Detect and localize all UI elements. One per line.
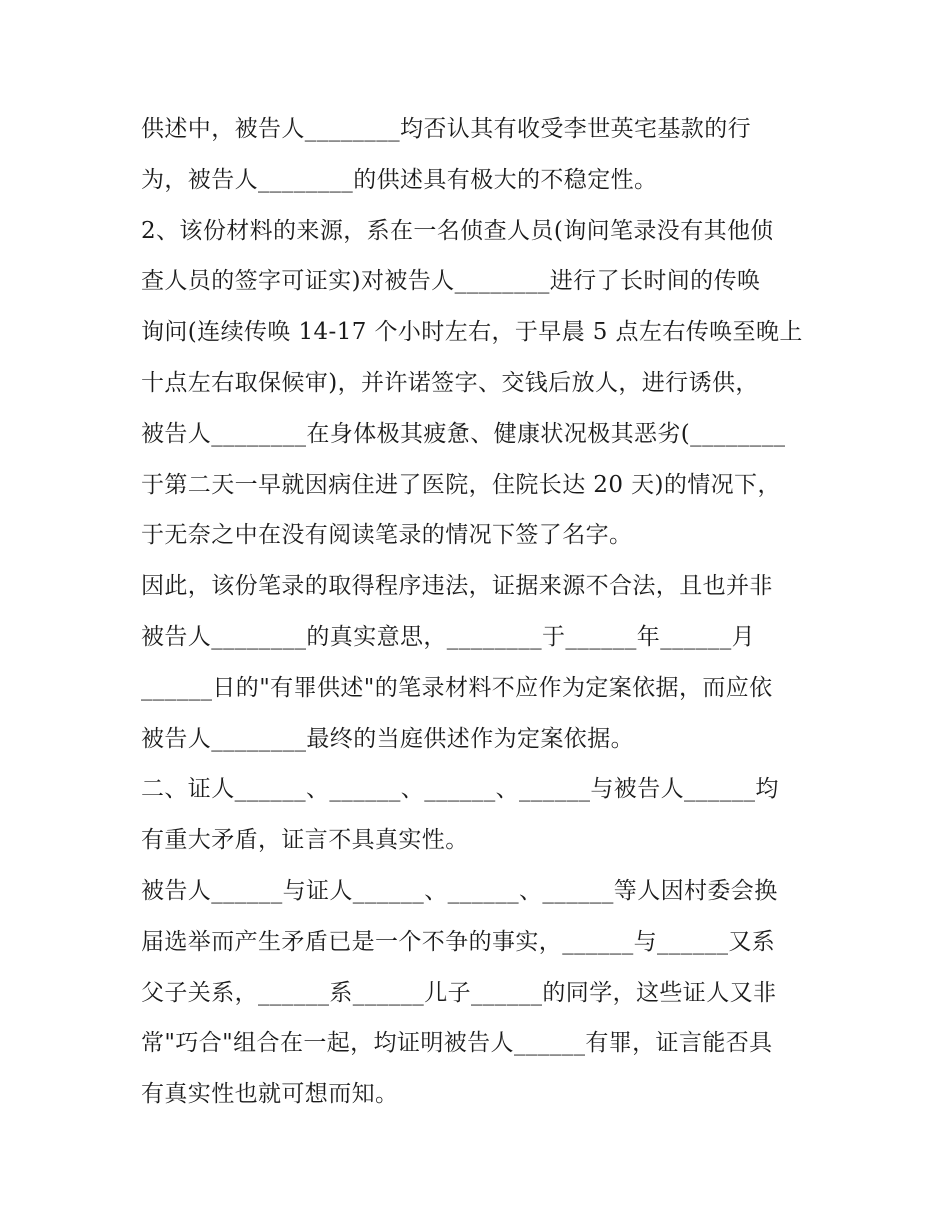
text-line: 供述中，被告人________均否认其有收受李世英宅基款的行 [141,116,751,142]
text-line: 于无奈之中在没有阅读笔录的情况下签了名字。 [141,522,633,549]
text-line: 有真实性也就可想而知。 [141,1081,399,1108]
text-line: 于第二天一早就因病住进了医院，住院长达 20 天)的情况下， [141,471,781,498]
text-line: ______日的"有罪供述"的笔录材料不应作为定案依据，而应依 [141,674,773,701]
text-line: 被告人________在身体极其疲惫、健康状况极其恶劣(________ [141,420,786,447]
text-line: 询问(连续传唤 14-17 个小时左右，于早晨 5 点左右传唤至晚上 [141,319,803,346]
text-line: 十点左右取保候审)，并许诺签字、交钱后放人，进行诱供， [141,369,759,396]
text-line: 因此，该份笔录的取得程序违法，证据来源不合法，且也并非 [141,573,773,600]
text-line: 为，被告人________的供述具有极大的不稳定性。 [141,166,658,193]
text-line: 父子关系，______系______儿子______的同学，这些证人又非 [141,979,777,1006]
document-body [141,104,813,1120]
text-line: 被告人________最终的当庭供述作为定案依据。 [141,725,634,752]
text-line: 常"巧合"组合在一起，均证明被告人______有罪，证言能否具 [141,1030,773,1057]
text-line: 有重大矛盾，证言不具真实性。 [141,827,469,854]
text-line: 届选举而产生矛盾已是一个不争的事实，______与______又系 [141,928,776,955]
text-line: 2、该份材料的来源，系在一名侦查人员(询问笔录没有其他侦 [141,217,774,244]
text-line: 查人员的签字可证实)对被告人________进行了长时间的传唤 [141,268,761,295]
text-line: 二、证人______、______、______、______与被告人______均 [141,776,779,803]
text-line: 被告人________的真实意思，________于______年______月 [141,623,755,650]
text-line: 被告人______与证人______、______、______等人因村委会换 [141,877,778,904]
